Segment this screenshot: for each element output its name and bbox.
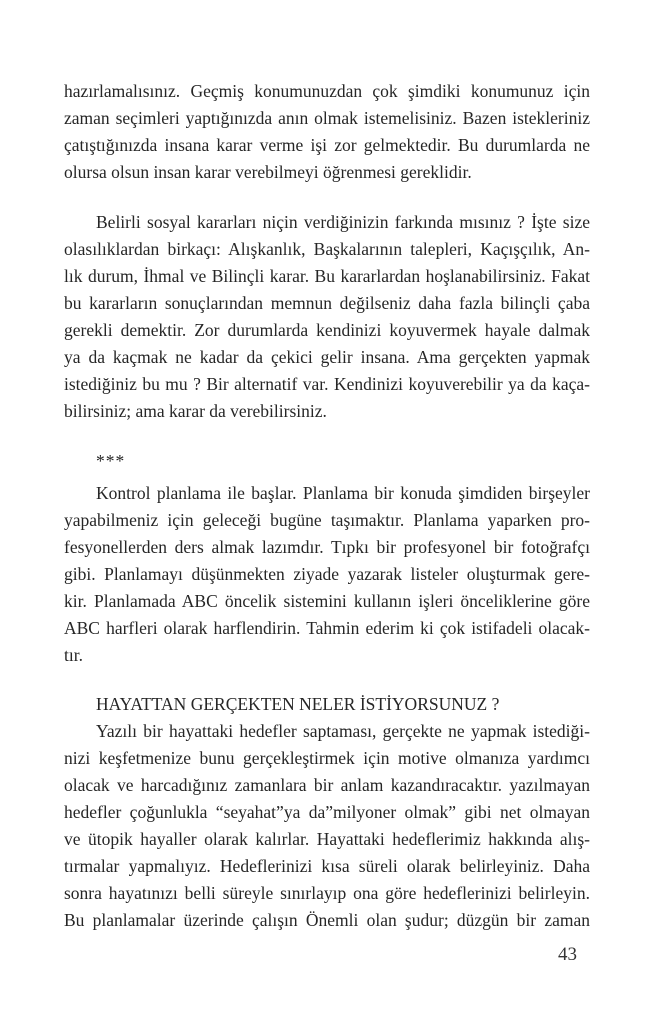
text-line: hazırlamalısınız. Geçmiş konumunuzdan çok şimdiki konumunuz için (64, 81, 590, 101)
text-block (64, 78, 590, 934)
text-line: olasılıklardan birkaçı: Alışkanlık, Başkalarının talepleri, Kaçışçılık, An- (64, 239, 590, 259)
text-line: bilirsiniz; ama karar da verebilirsiniz. (64, 401, 327, 421)
paragraph (64, 78, 590, 186)
text-line: ABC harfleri olarak harflendirin. Tahmin ederim ki çok istifadeli olacak- (64, 618, 590, 638)
page-number: 43 (558, 944, 577, 965)
text-line: lık durum, İhmal ve Bilinçli karar. Bu kararlardan hoşlanabilirsiniz. Fakat (64, 266, 590, 286)
paragraph (64, 718, 590, 934)
paragraph (64, 480, 590, 669)
text-line: nizi keşfetmenize bunu gerçekleştirmek için motive olmanıza yardımcı (64, 748, 590, 768)
text-line: gerekli demektir. Zor durumlarda kendinizi koyuvermek hayale dalmak (64, 320, 590, 340)
section-heading: HAYATTAN GERÇEKTEN NELER İSTİYORSUNUZ ? (96, 694, 500, 714)
text-line: olursa olsun insan karar verebilmeyi öğrenmesi gereklidir. (64, 162, 472, 182)
text-line: çatıştığınızda insana karar verme işi zor gelmektedir. Bu durumlarda ne (64, 135, 590, 155)
text-line: Yazılı bir hayattaki hedefler saptaması, gerçekte ne yapmak istediği- (96, 721, 590, 741)
text-line: tırmalar yapmalıyız. Hedeflerinizi kısa süreli olarak belirleyiniz. Daha (64, 856, 590, 876)
text-line: istediğiniz bu mu ? Bir alternatif var. Kendinizi koyuverebilir ya da kaça- (64, 374, 590, 394)
text-line: Belirli sosyal kararları niçin verdiğinizin farkında mısınız ? İşte size (96, 212, 590, 232)
text-line: Bu planlamalar üzerinde çalışın Önemli olan şudur; düzgün bir zaman (64, 910, 590, 930)
section-separator: *** (96, 451, 126, 471)
text-line: bu kararların sonuçlarından memnun değilseniz daha fazla bilinçli çaba (64, 293, 590, 313)
text-line: kir. Planlamada ABC öncelik sistemini kullanın işleri önceliklerine göre (64, 591, 590, 611)
text-line: yapabilmeniz için geleceği bugüne taşımaktır. Planlama yaparken pro- (64, 510, 590, 530)
text-line: tır. (64, 645, 83, 665)
text-line: ve ütopik hayaller olarak kalırlar. Hayattaki hedeflerimiz hakkında alış- (64, 829, 590, 849)
text-line: gibi. Planlamayı düşünmekten ziyade yazarak listeler oluşturmak gere- (64, 564, 590, 584)
text-line: ya da kaçmak ne kadar da çekici gelir insana. Ama gerçekten yapmak (64, 347, 590, 367)
text-line: Kontrol planlama ile başlar. Planlama bir konuda şimdiden birşeyler (96, 483, 590, 503)
paragraph (64, 209, 590, 425)
text-line: zaman seçimleri yaptığınızda anın olmak istemelisiniz. Bazen istekleriniz (64, 108, 590, 128)
text-line: sonra hayatınızı belli süreyle sınırlayıp ona göre hedeflerinizi belirleyin. (64, 883, 590, 903)
text-line: hedefler çoğunlukla “seyahat”ya da”milyoner olmak” gibi net olmayan (64, 802, 590, 822)
text-line: fesyonellerden ders almak lazımdır. Tıpkı bir profesyonel bir fotoğrafçı (64, 537, 590, 557)
text-line: olacak ve harcadığınız zamanlara bir anlam kazandıracaktır. yazılmayan (64, 775, 590, 795)
